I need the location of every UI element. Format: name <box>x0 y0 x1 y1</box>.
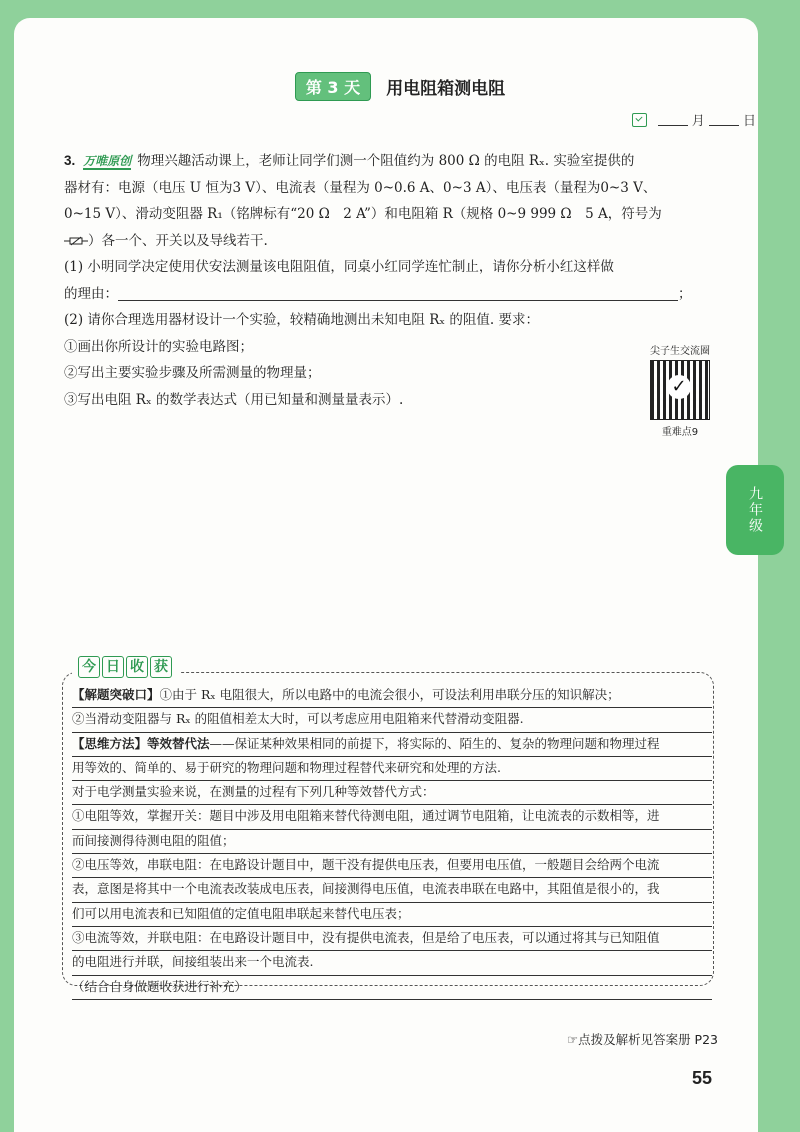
answer-reference: ☞点拨及解析见答案册 P23 <box>566 1032 718 1047</box>
date-row <box>632 110 756 129</box>
header <box>0 72 800 101</box>
summary-title-char: 获 <box>150 656 172 678</box>
summary-title-char: 今 <box>78 656 100 678</box>
day-badge: 第 3 天 <box>295 72 371 101</box>
summary-line: 而间接测得待测电阻的阻值； <box>72 830 712 854</box>
part1-answer-line: 的理由： ； <box>64 285 692 302</box>
qr-caption-top: 尖子生交流圈 <box>650 346 710 357</box>
summary-title-char: 收 <box>126 656 148 678</box>
qr-caption-bottom: 重难点9 <box>661 427 699 438</box>
summary-line: 用等效的、简单的、易于研究的物理问题和物理过程替代来研究和处理的方法. <box>72 757 712 781</box>
requirement-3: ③写出电阻 Rₓ 的数学表达式（用已知量和测量量表示）. <box>64 391 404 408</box>
month-blank[interactable] <box>658 113 688 126</box>
requirement-1: ①画出你所设计的实验电路图； <box>64 338 253 355</box>
answer-blank[interactable] <box>118 284 678 301</box>
summary-line: ③电流等效，并联电阻：在电路设计题目中，没有提供电流表，但是给了电压表，可以通过将其与已知阻值 <box>72 927 712 951</box>
question-number: 3. <box>64 153 76 168</box>
summary-line: 们可以用电流表和已知阻值的定值电阻串联起来替代电压表； <box>72 903 712 927</box>
summary-title-char: 日 <box>102 656 124 678</box>
summary-line: 的电阻进行并联，间接组装出来一个电流表. <box>72 951 712 975</box>
summary-line: 对于电学测量实验来说，在测量的过程有下列几种等效替代方式： <box>72 781 712 805</box>
question-line: 器材有：电源（电压 U 恒为3 V）、电流表（量程为 0~0.6 A、0~3 A）、电压表（量程为0~3 V、 <box>64 179 657 196</box>
page-number: 55 <box>691 1068 712 1088</box>
summary-line: ②当滑动变阻器与 Rₓ 的阻值相差太大时，可以考虑应用电阻箱来代替滑动变阻器. <box>72 708 712 732</box>
question-3 <box>64 148 724 413</box>
question-line: 0~15 V）、滑动变阻器 R₁（铭牌标有“20 Ω 2 A”）和电阻箱 R（规格 0~9 999 Ω 5 A，符号为 <box>64 206 662 222</box>
summary-title <box>72 656 180 678</box>
check-icon: ✓ <box>667 375 691 399</box>
summary-line: ②电压等效，串联电阻：在电路设计题目中，题干没有提供电压表，但要用电压值，一般题目会给两个电流 <box>72 854 712 878</box>
day-blank[interactable] <box>709 113 739 126</box>
requirement-2: ②写出主要实验步骤及所需测量的物理量； <box>64 365 321 381</box>
qr-code-icon[interactable] <box>650 360 710 420</box>
part2-question: (2) 请你合理选用器材设计一个实验，较精确地测出未知电阻 Rₓ 的阻值. 要求： <box>64 312 539 328</box>
page-title: 用电阻箱测电阻 <box>386 79 506 99</box>
summary-note-line[interactable]: （结合自身做题收获进行补充） <box>72 976 712 1000</box>
calendar-check-icon <box>632 113 647 127</box>
question-line: 3. 万唯原创 物理兴趣活动课上，老师让同学们测一个阻值约为 800 Ω 的电阻 Rₓ. 实验室提供的 <box>64 153 635 169</box>
qr-block[interactable] <box>640 342 720 438</box>
resistance-box-symbol-icon <box>64 236 88 246</box>
month-label: 月 <box>691 114 705 129</box>
part1-question: (1) 小明同学决定使用伏安法测量该电阻阻值，同桌小红同学连忙制止，请你分析小红这样做 <box>64 259 614 275</box>
summary-body <box>72 684 712 1000</box>
question-line: ）各一个、开关以及导线若干. <box>64 228 724 255</box>
grade-side-tab: 九年级 <box>726 465 784 555</box>
summary-line: ①电阻等效，掌握开关：题目中涉及用电阻箱来替代待测电阻，通过调节电阻箱，让电流表的示数相等，进 <box>72 805 712 829</box>
brand-logo: 万唯原创 <box>83 154 132 168</box>
summary-line: 【思维方法】等效替代法——保证某种效果相同的前提下，将实际的、陌生的、复杂的物理问题和物理过程 <box>72 733 712 757</box>
day-label: 日 <box>742 114 756 129</box>
summary-line: 【解题突破口】①由于 Rₓ 电阻很大，所以电路中的电流会很小，可设法利用串联分压的知识解决； <box>72 684 712 708</box>
summary-line: 表，意图是将其中一个电流表改装成电压表，间接测得电压值，电流表串联在电路中，其阻值是很小的，我 <box>72 878 712 902</box>
